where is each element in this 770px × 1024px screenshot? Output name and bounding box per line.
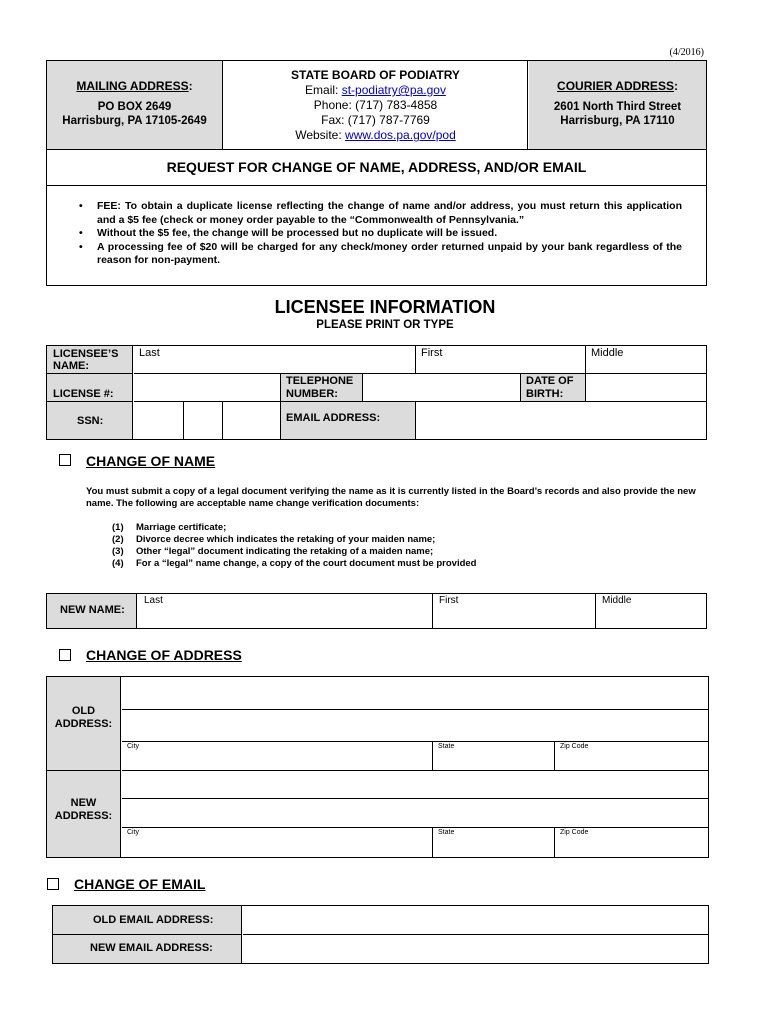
licensee-middle-name-field[interactable]: Middle [586, 346, 706, 374]
change-of-address-checkbox[interactable] [59, 649, 71, 661]
new-address-line2-field[interactable] [122, 799, 708, 828]
old-zip-field[interactable]: Zip Code [555, 742, 708, 771]
ssn-part1-field[interactable] [134, 402, 184, 439]
mailing-address-cell: MAILING ADDRESS: PO BOX 2649 Harrisburg, PA 17105-2649 [47, 61, 223, 149]
ssn-part3-field[interactable] [223, 402, 281, 439]
old-address-line2-field[interactable] [122, 710, 708, 742]
courier-street: 2601 North Third Street [553, 101, 682, 113]
change-of-name-checkbox[interactable] [59, 454, 71, 466]
new-address-label: NEW ADDRESS: [47, 771, 121, 857]
change-of-address-title: CHANGE OF ADDRESS [86, 647, 242, 663]
courier-address-title: COURIER ADDRESS [557, 79, 674, 93]
fee-bullet: • A processing fee of $20 will be charged for any check/money order returned unpaid by your bank regardless of the reason for non-payment. [71, 241, 682, 268]
board-contact-cell: STATE BOARD OF PODIATRY Email: st-podiatry@pa.gov Phone: (717) 783-4858 Fax: (717) 787-7769 Website: www.dos.pa.gov/pod [224, 61, 528, 149]
change-of-name-instructions: You must submit a copy of a legal document verifying the name as it is currently listed in the Board’s records and also provide the new name. The following are acceptable name change verification documents: [86, 486, 696, 509]
telephone-label: TELEPHONE NUMBER: [281, 374, 363, 402]
licensee-first-name-field[interactable]: First [416, 346, 586, 374]
licensee-info-title: LICENSEE INFORMATION [274, 297, 496, 317]
change-of-name-title: CHANGE OF NAME [86, 453, 216, 469]
board-fax: Fax: (717) 787-7769 [321, 113, 430, 127]
new-zip-field[interactable]: Zip Code [560, 829, 589, 836]
fee-notice-box [46, 185, 707, 286]
old-email-label: OLD EMAIL ADDRESS: [53, 906, 242, 935]
old-address-label: OLD ADDRESS: [47, 677, 121, 771]
old-state-field[interactable]: State [433, 742, 555, 771]
new-email-label: NEW EMAIL ADDRESS: [53, 935, 242, 963]
new-city-field[interactable]: City [122, 828, 433, 857]
license-number-label: LICENSE #: [47, 374, 133, 402]
form-date: (4/2016) [669, 47, 704, 58]
old-city-field[interactable]: City [122, 742, 433, 771]
change-of-email-checkbox[interactable] [47, 878, 59, 890]
new-name-label: NEW NAME: [47, 594, 137, 628]
change-of-email-title: CHANGE OF EMAIL [74, 876, 206, 892]
old-email-field[interactable] [243, 906, 708, 935]
name-change-doc-list [112, 522, 476, 570]
mailing-address-title: MAILING ADDRESS [76, 79, 189, 93]
ssn-label: SSN: [47, 402, 133, 439]
license-number-field[interactable] [134, 374, 281, 402]
fee-bullet: • Without the $5 fee, the change will be processed but no duplicate will be issued. [71, 227, 682, 241]
new-middle-name-field[interactable]: Middle [602, 595, 632, 606]
mailing-city: Harrisburg, PA 17105-2649 [62, 115, 207, 127]
email-address-field[interactable] [416, 402, 706, 439]
board-phone: Phone: (717) 783-4858 [313, 98, 438, 112]
list-item: (4) For a “legal” name change, a copy of the court document must be provided [112, 558, 477, 569]
board-website-link[interactable]: www.dos.pa.gov/pod [345, 128, 456, 142]
request-title-box [46, 149, 707, 186]
licensee-info-subtitle: PLEASE PRINT OR TYPE [316, 319, 454, 331]
list-item: (2) Divorce decree which indicates the retaking of your maiden name; [112, 534, 436, 545]
old-address-line1-field[interactable] [122, 677, 708, 710]
new-state-field[interactable]: State [433, 828, 555, 857]
list-item: (3) Other “legal” document indicating the retaking of a maiden name; [112, 546, 434, 557]
licensee-name-label: LICENSEE’S NAME: [47, 346, 133, 374]
new-email-field[interactable] [243, 935, 708, 963]
dob-label: DATE OF BIRTH: [521, 374, 586, 402]
list-item: (1) Marriage certificate; [112, 522, 227, 533]
courier-city: Harrisburg, PA 17110 [560, 115, 675, 127]
licensee-last-name-field[interactable]: Last [134, 346, 416, 374]
courier-address-cell: COURIER ADDRESS: 2601 North Third Street Harrisburg, PA 17110 [529, 61, 706, 149]
board-email-link[interactable]: st-podiatry@pa.gov [341, 83, 446, 97]
email-address-label: EMAIL ADDRESS: [281, 402, 416, 439]
new-address-line1-field[interactable] [122, 771, 708, 799]
mailing-po-box: PO BOX 2649 [97, 101, 172, 113]
request-title: REQUEST FOR CHANGE OF NAME, ADDRESS, AND/OR EMAIL [166, 159, 587, 175]
fee-bullet: • FEE: To obtain a duplicate license reflecting the change of name and/or address, you must return this application and a $5 fee (check or money order payable to the “Commonwealth of Pennsylvania.” [71, 200, 682, 227]
telephone-field[interactable] [363, 374, 521, 402]
board-title: STATE BOARD OF PODIATRY [291, 68, 460, 82]
new-first-name-field[interactable]: First [433, 594, 596, 628]
new-last-name-field[interactable]: Last [138, 594, 433, 628]
ssn-part2-field[interactable] [184, 402, 223, 439]
dob-field[interactable] [586, 374, 706, 402]
